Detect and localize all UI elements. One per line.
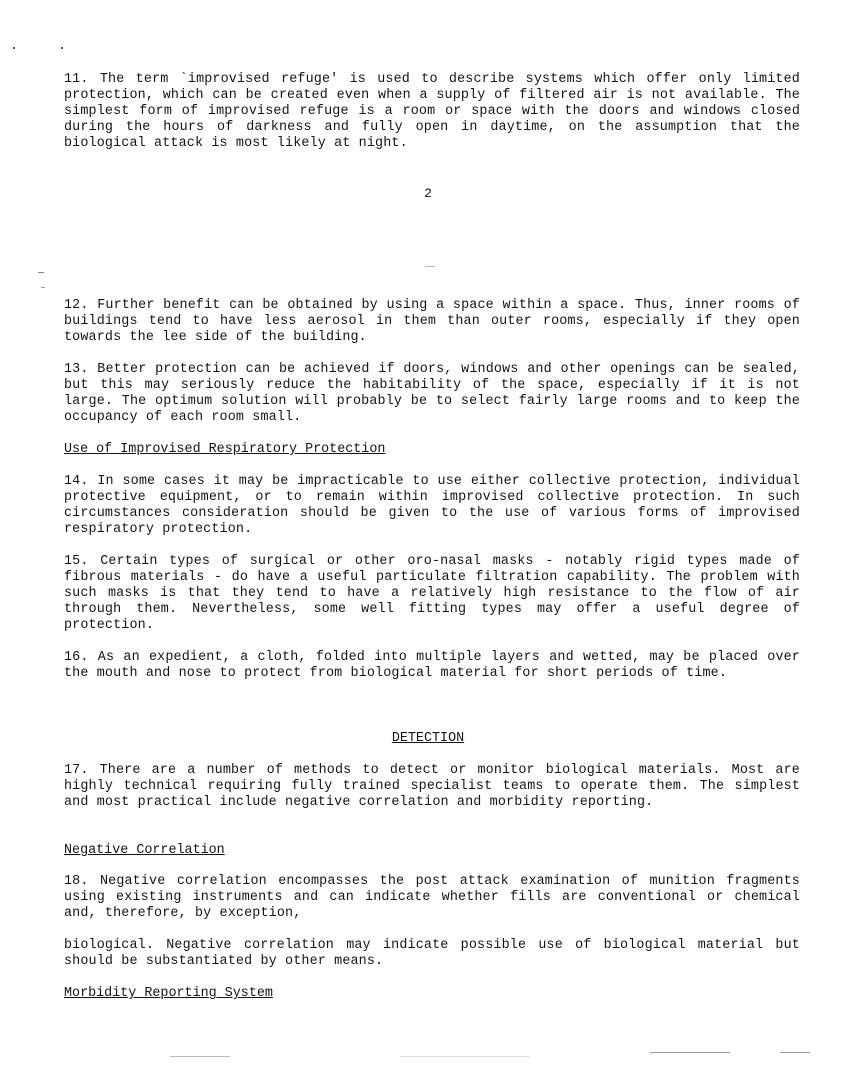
heading-negative-correlation: Negative Correlation bbox=[64, 843, 225, 858]
paragraph-11: 11. The term `improvised refuge' is used to describe systems which offer only limited protection, which can be created even when a supply of filtered air is not available. The simplest form of improvised refuge is a room or space with the doors and windows closed during the hours of darkness and fully open in daytime, on the assumption that the biological attack is most likely at night. bbox=[64, 72, 800, 151]
paragraph-12: 12. Further benefit can be obtained by using a space within a space. Thus, inner rooms of buildings tend to have less aerosol in them than outer rooms, especially if they open towards the lee side of the building. bbox=[64, 298, 800, 345]
scan-artifact-line bbox=[400, 1056, 530, 1057]
scan-speck bbox=[61, 47, 63, 49]
scan-speck bbox=[38, 272, 44, 273]
heading-improvised-respiratory-protection: Use of Improvised Respiratory Protection bbox=[64, 442, 386, 457]
scan-speck bbox=[13, 47, 15, 49]
scan-artifact-line bbox=[650, 1052, 730, 1053]
heading-detection: DETECTION bbox=[391, 731, 465, 746]
scan-artifact-line bbox=[780, 1052, 810, 1053]
paragraph-13: 13. Better protection can be achieved if doors, windows and other openings can be sealed, but this may seriously reduce the habitability of the space, especially if it is not large. The optimum solution will probably be to select fairly large rooms and to keep the occupancy of each room small. bbox=[64, 362, 800, 425]
paragraph-18-part-2: biological. Negative correlation may indicate possible use of biological material but should be substantiated by other means. bbox=[64, 938, 800, 969]
scan-speck bbox=[425, 266, 435, 267]
paragraph-15: 15. Certain types of surgical or other oro-nasal masks - notably rigid types made of fibrous materials - do have a useful particulate filtration capability. The problem with such masks is that they tend to have a relatively high resistance to the flow of air through them. Nevertheless, some well fitting types may offer a useful degree of protection. bbox=[64, 554, 800, 633]
paragraph-14: 14. In some cases it may be impracticable to use either collective protection, individual protective equipment, or to remain within improvised collective protection. In such circumstances consideration should be given to the use of various forms of improvised respiratory protection. bbox=[64, 474, 800, 537]
scan-artifact-line bbox=[170, 1056, 230, 1057]
paragraph-17: 17. There are a number of methods to detect or monitor biological materials. Most are highly technical requiring fully trained specialist teams to operate them. The simplest and most practical include negative correlation and morbidity reporting. bbox=[64, 763, 800, 810]
paragraph-16: 16. As an expedient, a cloth, folded into multiple layers and wetted, may be placed over the mouth and nose to protect from biological material for short periods of time. bbox=[64, 650, 800, 681]
paragraph-18-part-1: 18. Negative correlation encompasses the post attack examination of munition fragments using existing instruments and can indicate whether fills are conventional or chemical and, therefore, by exception, bbox=[64, 874, 800, 921]
scan-speck bbox=[41, 287, 45, 288]
page-number: 2 bbox=[424, 186, 432, 201]
heading-morbidity-reporting-system: Morbidity Reporting System bbox=[64, 986, 273, 1001]
